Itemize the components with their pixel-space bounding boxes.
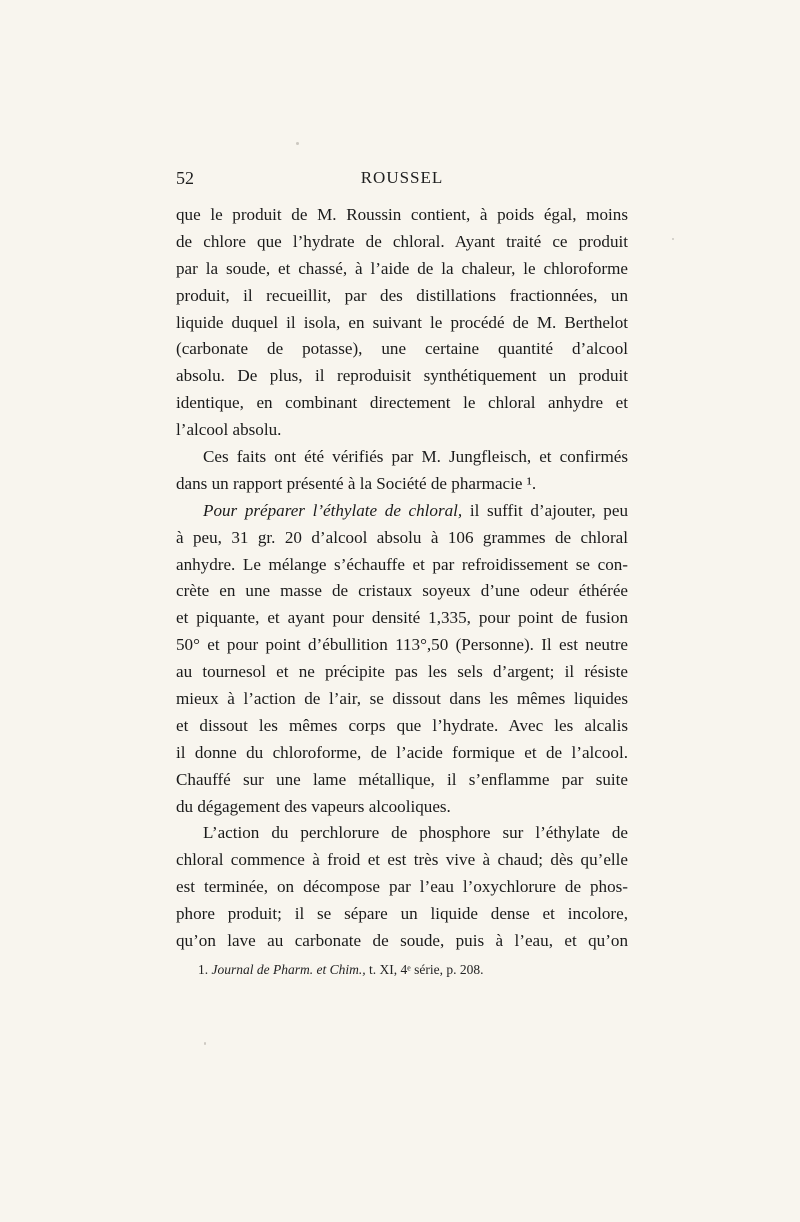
footnote-number: 1. [198,962,209,977]
text-line: anhydre. Le mélange s’échauffe et par refroidissement se con- [176,554,628,574]
body-text [176,202,628,955]
page-number: 52 [176,168,194,188]
paragraph-4 [176,820,628,954]
text-line: au tournesol et ne précipite pas les sels d’argent; il résiste [176,662,628,682]
italic-lead: Pour préparer l’éthylate de chloral, [203,500,463,520]
text-line: Chauffé sur une lame métallique, il s’enflamme par suite [176,769,628,789]
text-line: par la soude, et chassé, à l’aide de la chaleur, le chloroforme [176,258,628,278]
text-line: liquide duquel il isola, en suivant le procédé de M. Berthelot [176,312,628,332]
paragraph-2 [176,444,628,498]
text-line: de chlore que l’hydrate de chloral. Ayant traité ce produit [176,231,628,251]
text-line: du dégagement des vapeurs alcooliques. [176,796,451,816]
footnote-reference: t. XI, 4ᵉ série, p. 208. [365,962,484,977]
text-line: et dissout les mêmes corps que l’hydrate. Avec les alcalis [176,715,628,735]
text-run: il suffit d’ajouter, peu [462,500,628,520]
text-line: dans un rapport présenté à la Société de pharmacie ¹. [176,473,537,493]
text-line: chloral commence à froid et est très vive à chaud; dès qu’elle [176,850,628,870]
text-line: à peu, 31 gr. 20 d’alcool absolu à 106 grammes de chloral [176,527,628,547]
text-line: L’action du perchlorure de phosphore sur l’éthylate de [203,823,628,843]
text-line: 50° et pour point d’ébullition 113°,50 (Personne). Il est neutre [176,635,628,655]
text-line: l’alcool absolu. [176,420,282,440]
text-line: qu’on lave au carbonate de soude, puis à l’eau, et qu’on [176,931,628,951]
text-line: (carbonate de potasse), une certaine quantité d’alcool [176,339,628,359]
text-line [176,498,628,525]
text-line: que le produit de M. Roussin contient, à poids égal, moins [176,205,628,224]
page-header [176,168,628,194]
paper-speck [672,238,674,240]
running-head: ROUSSEL [360,168,444,187]
text-line: Ces faits ont été vérifiés par M. Jungfleisch, et confirmés [203,447,628,467]
text-line: identique, en combinant directement le chloral anhydre et [176,393,628,413]
text-line: absolu. De plus, il reproduisit synthétiquement un produit [176,366,628,386]
paragraph-3 [176,498,628,821]
text-line: crète en une masse de cristaux soyeux d’une odeur éthérée [176,581,628,601]
text-line: et piquante, et ayant pour densité 1,335, pour point de fusion [176,608,628,628]
paragraph-1 [176,202,628,444]
text-line: produit, il recueillit, par des distillations fractionnées, un [176,285,628,305]
text-line: phore produit; il se sépare un liquide dense et incolore, [176,904,628,924]
text-line: est terminée, on décompose par l’eau l’oxychlorure de phos- [176,877,628,897]
footnote-journal: Journal de Pharm. et Chim., [211,962,366,977]
footnote [198,962,483,978]
text-line: mieux à l’action de l’air, se dissout dans les mêmes liquides [176,689,628,709]
paper-speck [296,142,299,145]
paper-speck [204,1042,206,1045]
text-line: il donne du chloroforme, de l’acide formique et de l’alcool. [176,742,628,762]
